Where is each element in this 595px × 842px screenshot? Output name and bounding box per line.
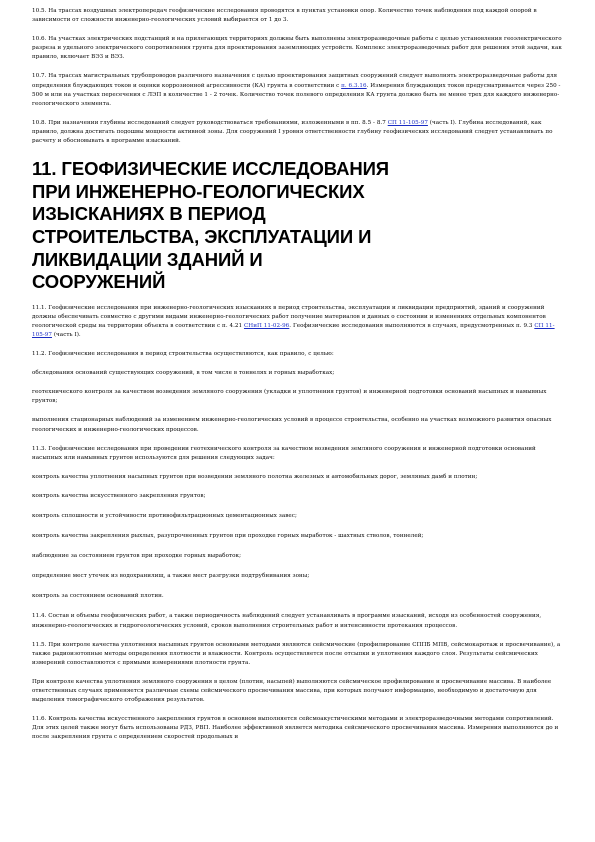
list-item: контроль сплошности и устойчивости противофильтрационных цементационных завес; — [32, 513, 297, 519]
paragraph-text: (часть I). — [52, 331, 81, 338]
list-item: контроль качества искусственного закрепления грунтов; — [32, 492, 206, 499]
paragraph-text: 10.8. При назначении глубины исследований следует руководствоваться требованиями, изложенными в пп. 8.5 - 8.7 — [32, 119, 388, 126]
paragraph-text: . Измерения блуждающих токов предусматривается через 250 - 500 м или на участках пересечения с ЛЭП в количестве 1 - 2 точек. Количество точек полевого определения КА грунта должно быть не менее трех для каждого инженерно-геологического элемента. — [32, 82, 561, 107]
paragraph-11-5-continued: При контроле качества уплотнения земляного сооружения в целом (плотин, насыпей) выполняются сейсмическое профилирование и просвечивание массива. В наиболее ответственных случаях применяется различные схемы сейсмического просвечивания массива, при которых получают информацию, необходимую и достаточную для выделения томографического отображения результатов. — [32, 678, 552, 704]
paragraph-10-8 — [32, 119, 562, 146]
paragraph-11-5: 11.5. При контроле качества уплотнения насыпных грунтов основными методами являются сейсмические (профилирование СППБ МПВ, сейсмокаротаж и просвечивание), а также радиоизотопные методы определения плотности и влажности. Контроль осуществляется после отсыпки и уплотнения каждого слоя. Результаты сейсмических измерений сопоставляются с прямыми измерениями плотности грунта. — [32, 641, 561, 666]
paragraph-text: 10.7. На трассах магистральных трубопроводов различного назначения с целью проектирования защитных сооружений следует выполнять электроразведочные работы для определения блуждающих токов и оценки коррозионной агрессивности (КА) грунта в соответствии с — [32, 73, 558, 89]
paragraph-10-7 — [32, 72, 562, 108]
list-item: выполнения стационарных наблюдений за изменением инженерно-геологических условий в процессе строительства, особенно на участках возможного развития опасных геологических и инженерно-геологических процессов. — [32, 417, 552, 433]
list-item: контроль качества уплотнения насыпных грунтов при возведении земляного полотна железных и автомобильных дорог, земляных дамб и плотин; — [32, 473, 478, 480]
paragraph-11-1 — [32, 304, 562, 340]
list-item: наблюдение за состоянием грунтов при проходке горных выработок; — [32, 553, 242, 560]
link-sp-11-105-97[interactable]: СП 11-105-97 — [387, 119, 428, 126]
list-item: определение мест утечек из водохранилищ, а также мест разгрузки подтрубнивания зоны; — [32, 573, 310, 580]
link-clause-reference[interactable]: п. 6.3.16 — [341, 82, 367, 89]
paragraph-10-5: 10.5. На трассах воздушных электропередач геофизические исследования проводятся в пунктах установки опор. Количество точек наблюдения под каждой опорой в зависимости от сложности инженерно-геологических условий выбирается от 1 до 3. — [32, 8, 537, 24]
document-content — [32, 7, 562, 753]
paragraph-text: . Геофизические исследования выполняются в случаях, предусмотренных п. 9.3 — [289, 322, 535, 329]
paragraph-11-6: 11.6. Контроль качества искусственного закрепления грунтов в основном выполняется сейсмоакустическими методами и электроразведочными методами сопротивлений. Для этих целей также могут быть использованы РДЗ, РВП. Наиболее эффективной является методика сейсмического просвечивания массива. Измерения выполняются до и после закрепления грунта с определением скоростей продольных и — [32, 716, 559, 741]
list-item: геотехнического контроля за качеством возведения земляного сооружения (укладки и уплотнения грунтов) и инженерной подготовки оснований насыпных и намывных грунтов; — [32, 389, 547, 405]
paragraph-text: 11.1. Геофизические исследования при инженерно-геологических изысканиях в период строительства, эксплуатации и ликвидации предприятий, зданий и сооружений должны обеспечивать совместно с другими видами инженерно-геологических работ получение материалов и данных о состоянии и изменениях отдельных компонентов геологической среды на территории объекта в соответствии с п. 4.21 — [32, 304, 546, 329]
link-sp-11-105-97[interactable]: СП 11-105-97 — [32, 322, 555, 338]
link-snip-11-02-96[interactable]: СНиП 11-02-96 — [243, 322, 290, 329]
paragraph-11-2: 11.2. Геофизические исследования в период строительства осуществляются, как правило, с целью: — [32, 351, 334, 358]
paragraph-11-3: 11.3. Геофизические исследования при проведении геотехнического контроля за качеством возведения земляного сооружения и инженерной подготовки оснований насыпных или намывных грунтов используются для решения следующих задач: — [32, 445, 536, 461]
paragraph-11-4: 11.4. Состав и объемы геофизических работ, а также периодичность наблюдений следует устанавливать в программе изысканий, исходя из особенностей сооружения, инженерно-геологических и гидрогеологических условий, сроков выполнения строительных работ и интенсивности протекания процессов. — [32, 613, 542, 629]
paragraph-10-6: 10.6. На участках электрических подстанций и на прилегающих территориях должны быть выполнены электроразведочные работы с целью установления геоэлектрического разреза и удельного электрического сопротивления грунта для проектирования заземляющих устройств. Комплекс электроразведочных работ для решения этой задачи, как правило, включает ВЭЗ и ВЭЗ. — [32, 36, 562, 61]
list-item: контроль за состоянием оснований плотин. — [32, 593, 164, 600]
list-item: обследования оснований существующих сооружений, в том числе в тоннелях и горных выработках; — [32, 370, 335, 377]
paragraph-text: (часть I). Глубина исследований, как правило, должна достигать подошвы мощности активной зоны. Для сооружений I уровня ответственности глубину геофизических исследований следует устанавливать по расчету и обосновывать в программе изысканий. — [32, 119, 553, 145]
list-item: контроль качества закрепления рыхлых, разупрочненных грунтов при проходке горных выработок - шахтных стволов, тоннелей; — [32, 533, 424, 540]
section-title: 11. ГЕОФИЗИЧЕСКИЕ ИССЛЕДОВАНИЯ ПРИ ИНЖЕНЕРНО-ГЕОЛОГИЧЕСКИХ ИЗЫСКАНИЯХ В ПЕРИОД СТРОИТЕЛЬСТВА, ЭКСПЛУАТАЦИИ И ЛИКВИДАЦИИ ЗДАНИЙ И СООРУЖЕНИЙ — [32, 158, 389, 293]
